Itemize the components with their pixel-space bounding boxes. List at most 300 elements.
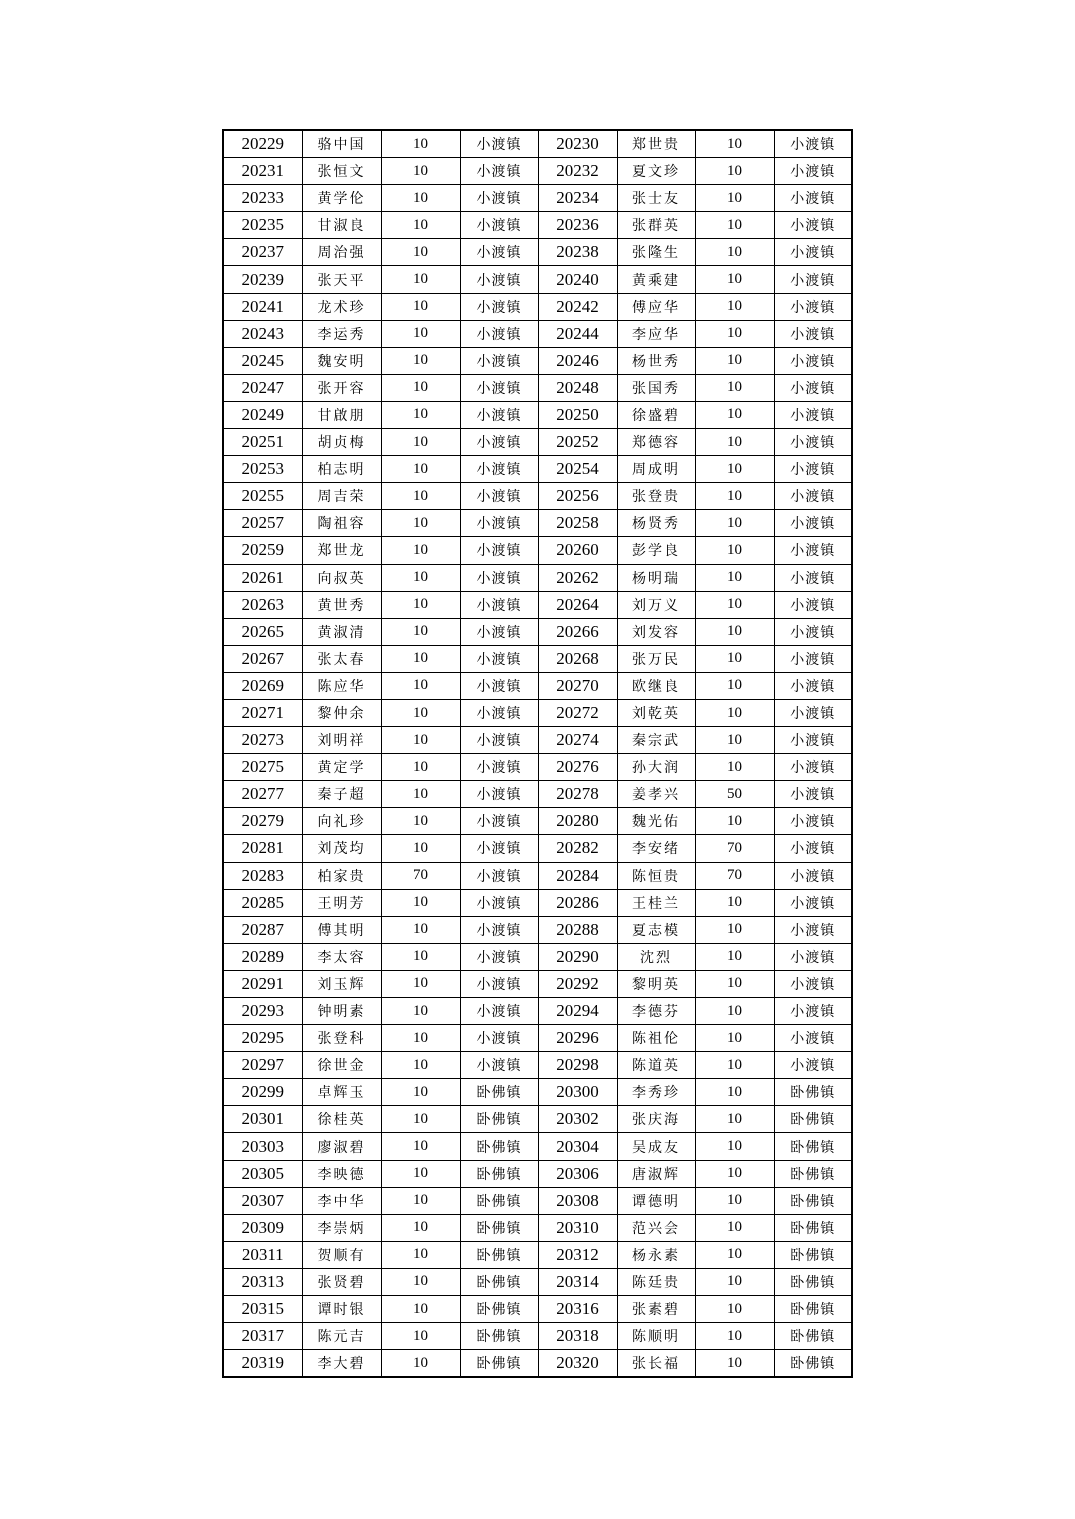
person-name-cell: 刘明祥	[302, 727, 381, 754]
record-number-cell: 20238	[538, 239, 617, 266]
record-number-cell: 20256	[538, 483, 617, 510]
amount-cell: 10	[695, 185, 774, 212]
table-row	[223, 1296, 852, 1323]
person-name-cell: 秦宗武	[617, 727, 695, 754]
record-number-cell: 20262	[538, 564, 617, 591]
township-cell: 小渡镇	[774, 185, 852, 212]
amount-cell: 10	[695, 1241, 774, 1268]
record-number-cell: 20258	[538, 510, 617, 537]
record-number-cell: 20267	[223, 645, 302, 672]
amount-cell: 10	[695, 754, 774, 781]
person-name-cell: 甘淑良	[302, 212, 381, 239]
person-name-cell: 周成明	[617, 456, 695, 483]
record-number-cell: 20294	[538, 998, 617, 1025]
township-cell: 小渡镇	[460, 266, 538, 293]
person-name-cell: 谭时银	[302, 1296, 381, 1323]
record-number-cell: 20245	[223, 347, 302, 374]
amount-cell: 10	[695, 537, 774, 564]
record-number-cell: 20301	[223, 1106, 302, 1133]
person-name-cell: 郑世龙	[302, 537, 381, 564]
amount-cell: 10	[381, 185, 460, 212]
table-row	[223, 564, 852, 591]
amount-cell: 10	[695, 591, 774, 618]
record-number-cell: 20299	[223, 1079, 302, 1106]
amount-cell: 10	[695, 1052, 774, 1079]
record-number-cell: 20290	[538, 943, 617, 970]
township-cell: 小渡镇	[774, 239, 852, 266]
person-name-cell: 周治强	[302, 239, 381, 266]
roster-body	[223, 130, 852, 1377]
record-number-cell: 20266	[538, 618, 617, 645]
amount-cell: 10	[381, 212, 460, 239]
township-cell: 小渡镇	[460, 456, 538, 483]
table-row	[223, 1160, 852, 1187]
amount-cell: 10	[695, 347, 774, 374]
record-number-cell: 20257	[223, 510, 302, 537]
amount-cell: 10	[695, 970, 774, 997]
person-name-cell: 李安绪	[617, 835, 695, 862]
amount-cell: 10	[381, 1350, 460, 1378]
record-number-cell: 20250	[538, 401, 617, 428]
person-name-cell: 夏志模	[617, 916, 695, 943]
table-row	[223, 537, 852, 564]
person-name-cell: 李映德	[302, 1160, 381, 1187]
township-cell: 卧佛镇	[460, 1241, 538, 1268]
record-number-cell: 20284	[538, 862, 617, 889]
township-cell: 小渡镇	[460, 862, 538, 889]
table-row	[223, 1241, 852, 1268]
record-number-cell: 20246	[538, 347, 617, 374]
person-name-cell: 黎仲余	[302, 699, 381, 726]
amount-cell: 10	[381, 943, 460, 970]
township-cell: 小渡镇	[774, 483, 852, 510]
record-number-cell: 20275	[223, 754, 302, 781]
amount-cell: 10	[381, 456, 460, 483]
township-cell: 小渡镇	[774, 699, 852, 726]
amount-cell: 10	[695, 1214, 774, 1241]
amount-cell: 10	[381, 239, 460, 266]
person-name-cell: 孙大润	[617, 754, 695, 781]
amount-cell: 10	[695, 699, 774, 726]
township-cell: 小渡镇	[774, 429, 852, 456]
amount-cell: 10	[381, 1025, 460, 1052]
township-cell: 小渡镇	[774, 591, 852, 618]
person-name-cell: 刘玉辉	[302, 970, 381, 997]
table-row	[223, 429, 852, 456]
person-name-cell: 徐盛碧	[617, 401, 695, 428]
table-row	[223, 889, 852, 916]
township-cell: 小渡镇	[774, 998, 852, 1025]
record-number-cell: 20285	[223, 889, 302, 916]
amount-cell: 10	[695, 618, 774, 645]
amount-cell: 10	[695, 212, 774, 239]
record-number-cell: 20318	[538, 1323, 617, 1350]
record-number-cell: 20254	[538, 456, 617, 483]
table-row	[223, 212, 852, 239]
township-cell: 小渡镇	[460, 998, 538, 1025]
record-number-cell: 20307	[223, 1187, 302, 1214]
township-cell: 小渡镇	[774, 645, 852, 672]
township-cell: 卧佛镇	[460, 1296, 538, 1323]
person-name-cell: 陈应华	[302, 672, 381, 699]
table-row	[223, 754, 852, 781]
amount-cell: 10	[381, 320, 460, 347]
person-name-cell: 张万民	[617, 645, 695, 672]
township-cell: 卧佛镇	[774, 1160, 852, 1187]
person-name-cell: 陶祖容	[302, 510, 381, 537]
record-number-cell: 20235	[223, 212, 302, 239]
person-name-cell: 张隆生	[617, 239, 695, 266]
person-name-cell: 彭学良	[617, 537, 695, 564]
table-row	[223, 401, 852, 428]
table-row	[223, 699, 852, 726]
person-name-cell: 徐世金	[302, 1052, 381, 1079]
township-cell: 小渡镇	[774, 158, 852, 185]
person-name-cell: 郑世贵	[617, 130, 695, 158]
amount-cell: 10	[695, 1323, 774, 1350]
record-number-cell: 20320	[538, 1350, 617, 1378]
township-cell: 小渡镇	[460, 130, 538, 158]
record-number-cell: 20263	[223, 591, 302, 618]
person-name-cell: 谭德明	[617, 1187, 695, 1214]
person-name-cell: 张恒文	[302, 158, 381, 185]
table-row	[223, 510, 852, 537]
amount-cell: 10	[381, 754, 460, 781]
record-number-cell: 20269	[223, 672, 302, 699]
table-row	[223, 835, 852, 862]
person-name-cell: 张群英	[617, 212, 695, 239]
township-cell: 卧佛镇	[774, 1268, 852, 1295]
table-row	[223, 1025, 852, 1052]
table-row	[223, 618, 852, 645]
record-number-cell: 20240	[538, 266, 617, 293]
amount-cell: 10	[695, 429, 774, 456]
table-row	[223, 1350, 852, 1378]
table-row	[223, 970, 852, 997]
amount-cell: 10	[381, 645, 460, 672]
amount-cell: 10	[381, 347, 460, 374]
amount-cell: 10	[695, 483, 774, 510]
township-cell: 小渡镇	[774, 130, 852, 158]
record-number-cell: 20309	[223, 1214, 302, 1241]
record-number-cell: 20270	[538, 672, 617, 699]
township-cell: 小渡镇	[460, 754, 538, 781]
amount-cell: 10	[381, 970, 460, 997]
record-number-cell: 20249	[223, 401, 302, 428]
amount-cell: 10	[381, 1052, 460, 1079]
table-row	[223, 1106, 852, 1133]
township-cell: 小渡镇	[460, 510, 538, 537]
record-number-cell: 20234	[538, 185, 617, 212]
person-name-cell: 胡贞梅	[302, 429, 381, 456]
amount-cell: 10	[695, 727, 774, 754]
township-cell: 小渡镇	[774, 835, 852, 862]
person-name-cell: 李中华	[302, 1187, 381, 1214]
amount-cell: 10	[381, 510, 460, 537]
amount-cell: 10	[381, 591, 460, 618]
record-number-cell: 20278	[538, 781, 617, 808]
township-cell: 卧佛镇	[774, 1187, 852, 1214]
township-cell: 小渡镇	[774, 401, 852, 428]
person-name-cell: 魏安明	[302, 347, 381, 374]
amount-cell: 10	[695, 672, 774, 699]
amount-cell: 10	[381, 1160, 460, 1187]
township-cell: 小渡镇	[460, 374, 538, 401]
table-row	[223, 1133, 852, 1160]
township-cell: 小渡镇	[460, 645, 538, 672]
amount-cell: 70	[695, 862, 774, 889]
township-cell: 小渡镇	[460, 835, 538, 862]
township-cell: 小渡镇	[460, 483, 538, 510]
person-name-cell: 杨明瑞	[617, 564, 695, 591]
amount-cell: 10	[381, 158, 460, 185]
record-number-cell: 20273	[223, 727, 302, 754]
record-number-cell: 20310	[538, 1214, 617, 1241]
township-cell: 小渡镇	[460, 537, 538, 564]
person-name-cell: 李太容	[302, 943, 381, 970]
record-number-cell: 20295	[223, 1025, 302, 1052]
person-name-cell: 卓辉玉	[302, 1079, 381, 1106]
person-name-cell: 黄世秀	[302, 591, 381, 618]
record-number-cell: 20287	[223, 916, 302, 943]
amount-cell: 10	[381, 1133, 460, 1160]
person-name-cell: 贺顺有	[302, 1241, 381, 1268]
person-name-cell: 向叔英	[302, 564, 381, 591]
amount-cell: 10	[381, 1106, 460, 1133]
amount-cell: 10	[695, 510, 774, 537]
township-cell: 小渡镇	[774, 754, 852, 781]
table-row	[223, 672, 852, 699]
township-cell: 小渡镇	[774, 970, 852, 997]
township-cell: 小渡镇	[460, 401, 538, 428]
record-number-cell: 20288	[538, 916, 617, 943]
person-name-cell: 陈元吉	[302, 1323, 381, 1350]
township-cell: 小渡镇	[774, 266, 852, 293]
township-cell: 小渡镇	[460, 564, 538, 591]
amount-cell: 10	[695, 1106, 774, 1133]
amount-cell: 10	[695, 374, 774, 401]
person-name-cell: 郑德容	[617, 429, 695, 456]
amount-cell: 10	[695, 1296, 774, 1323]
township-cell: 小渡镇	[460, 672, 538, 699]
amount-cell: 10	[695, 401, 774, 428]
amount-cell: 10	[381, 808, 460, 835]
record-number-cell: 20314	[538, 1268, 617, 1295]
township-cell: 小渡镇	[460, 699, 538, 726]
roster-sheet	[222, 129, 851, 1378]
person-name-cell: 姜孝兴	[617, 781, 695, 808]
amount-cell: 10	[381, 266, 460, 293]
amount-cell: 10	[695, 1350, 774, 1378]
person-name-cell: 张登贵	[617, 483, 695, 510]
table-row	[223, 943, 852, 970]
amount-cell: 10	[695, 1268, 774, 1295]
township-cell: 小渡镇	[774, 781, 852, 808]
table-row	[223, 293, 852, 320]
record-number-cell: 20229	[223, 130, 302, 158]
record-number-cell: 20296	[538, 1025, 617, 1052]
amount-cell: 10	[695, 158, 774, 185]
record-number-cell: 20243	[223, 320, 302, 347]
table-row	[223, 1268, 852, 1295]
township-cell: 小渡镇	[774, 293, 852, 320]
record-number-cell: 20252	[538, 429, 617, 456]
record-number-cell: 20317	[223, 1323, 302, 1350]
township-cell: 小渡镇	[460, 727, 538, 754]
person-name-cell: 张开容	[302, 374, 381, 401]
table-row	[223, 727, 852, 754]
township-cell: 卧佛镇	[460, 1160, 538, 1187]
table-row	[223, 1214, 852, 1241]
person-name-cell: 骆中国	[302, 130, 381, 158]
record-number-cell: 20261	[223, 564, 302, 591]
person-name-cell: 王桂兰	[617, 889, 695, 916]
township-cell: 小渡镇	[774, 727, 852, 754]
person-name-cell: 张天平	[302, 266, 381, 293]
record-number-cell: 20282	[538, 835, 617, 862]
amount-cell: 10	[381, 483, 460, 510]
person-name-cell: 陈祖伦	[617, 1025, 695, 1052]
township-cell: 小渡镇	[774, 889, 852, 916]
township-cell: 卧佛镇	[460, 1214, 538, 1241]
table-row	[223, 1052, 852, 1079]
record-number-cell: 20260	[538, 537, 617, 564]
record-number-cell: 20283	[223, 862, 302, 889]
amount-cell: 10	[381, 998, 460, 1025]
person-name-cell: 李大碧	[302, 1350, 381, 1378]
amount-cell: 10	[381, 835, 460, 862]
amount-cell: 10	[381, 1323, 460, 1350]
person-name-cell: 李崇炳	[302, 1214, 381, 1241]
township-cell: 小渡镇	[460, 1052, 538, 1079]
record-number-cell: 20272	[538, 699, 617, 726]
person-name-cell: 沈烈	[617, 943, 695, 970]
table-row	[223, 185, 852, 212]
amount-cell: 10	[381, 537, 460, 564]
table-row	[223, 1079, 852, 1106]
person-name-cell: 柏家贵	[302, 862, 381, 889]
amount-cell: 10	[695, 998, 774, 1025]
amount-cell: 10	[381, 1214, 460, 1241]
person-name-cell: 杨贤秀	[617, 510, 695, 537]
table-row	[223, 916, 852, 943]
person-name-cell: 黄淑清	[302, 618, 381, 645]
amount-cell: 10	[381, 781, 460, 808]
township-cell: 小渡镇	[460, 618, 538, 645]
record-number-cell: 20313	[223, 1268, 302, 1295]
township-cell: 小渡镇	[774, 537, 852, 564]
amount-cell: 10	[381, 618, 460, 645]
record-number-cell: 20303	[223, 1133, 302, 1160]
amount-cell: 50	[695, 781, 774, 808]
record-number-cell: 20271	[223, 699, 302, 726]
record-number-cell: 20293	[223, 998, 302, 1025]
amount-cell: 10	[695, 1133, 774, 1160]
amount-cell: 10	[381, 1296, 460, 1323]
record-number-cell: 20281	[223, 835, 302, 862]
township-cell: 小渡镇	[774, 374, 852, 401]
person-name-cell: 张登科	[302, 1025, 381, 1052]
person-name-cell: 钟明素	[302, 998, 381, 1025]
person-name-cell: 黄学伦	[302, 185, 381, 212]
person-name-cell: 李德芬	[617, 998, 695, 1025]
amount-cell: 10	[695, 645, 774, 672]
record-number-cell: 20242	[538, 293, 617, 320]
township-cell: 小渡镇	[774, 1052, 852, 1079]
person-name-cell: 傅其明	[302, 916, 381, 943]
person-name-cell: 柏志明	[302, 456, 381, 483]
person-name-cell: 陈廷贵	[617, 1268, 695, 1295]
township-cell: 小渡镇	[774, 510, 852, 537]
amount-cell: 10	[695, 1079, 774, 1106]
table-row	[223, 347, 852, 374]
record-number-cell: 20237	[223, 239, 302, 266]
record-number-cell: 20274	[538, 727, 617, 754]
township-cell: 卧佛镇	[460, 1268, 538, 1295]
township-cell: 小渡镇	[774, 862, 852, 889]
township-cell: 小渡镇	[774, 456, 852, 483]
person-name-cell: 周吉荣	[302, 483, 381, 510]
amount-cell: 10	[381, 699, 460, 726]
township-cell: 卧佛镇	[774, 1079, 852, 1106]
table-row	[223, 130, 852, 158]
table-row	[223, 320, 852, 347]
record-number-cell: 20315	[223, 1296, 302, 1323]
person-name-cell: 傅应华	[617, 293, 695, 320]
record-number-cell: 20316	[538, 1296, 617, 1323]
person-name-cell: 杨永素	[617, 1241, 695, 1268]
record-number-cell: 20264	[538, 591, 617, 618]
person-name-cell: 徐桂英	[302, 1106, 381, 1133]
township-cell: 卧佛镇	[774, 1241, 852, 1268]
table-row	[223, 374, 852, 401]
amount-cell: 10	[381, 293, 460, 320]
amount-cell: 10	[381, 1187, 460, 1214]
record-number-cell: 20297	[223, 1052, 302, 1079]
record-number-cell: 20251	[223, 429, 302, 456]
township-cell: 小渡镇	[460, 212, 538, 239]
person-name-cell: 刘万义	[617, 591, 695, 618]
table-row	[223, 483, 852, 510]
amount-cell: 10	[381, 1268, 460, 1295]
township-cell: 卧佛镇	[460, 1350, 538, 1378]
table-row	[223, 1187, 852, 1214]
record-number-cell: 20289	[223, 943, 302, 970]
amount-cell: 10	[695, 456, 774, 483]
table-row	[223, 862, 852, 889]
person-name-cell: 秦子超	[302, 781, 381, 808]
person-name-cell: 廖淑碧	[302, 1133, 381, 1160]
amount-cell: 10	[695, 1160, 774, 1187]
township-cell: 卧佛镇	[460, 1106, 538, 1133]
township-cell: 小渡镇	[460, 889, 538, 916]
township-cell: 卧佛镇	[460, 1323, 538, 1350]
amount-cell: 10	[695, 1025, 774, 1052]
record-number-cell: 20241	[223, 293, 302, 320]
amount-cell: 10	[381, 429, 460, 456]
record-number-cell: 20232	[538, 158, 617, 185]
person-name-cell: 黄乘建	[617, 266, 695, 293]
record-number-cell: 20286	[538, 889, 617, 916]
person-name-cell: 张国秀	[617, 374, 695, 401]
amount-cell: 10	[381, 727, 460, 754]
amount-cell: 10	[695, 1187, 774, 1214]
person-name-cell: 魏光佑	[617, 808, 695, 835]
record-number-cell: 20319	[223, 1350, 302, 1378]
record-number-cell: 20236	[538, 212, 617, 239]
record-number-cell: 20276	[538, 754, 617, 781]
township-cell: 小渡镇	[774, 1025, 852, 1052]
